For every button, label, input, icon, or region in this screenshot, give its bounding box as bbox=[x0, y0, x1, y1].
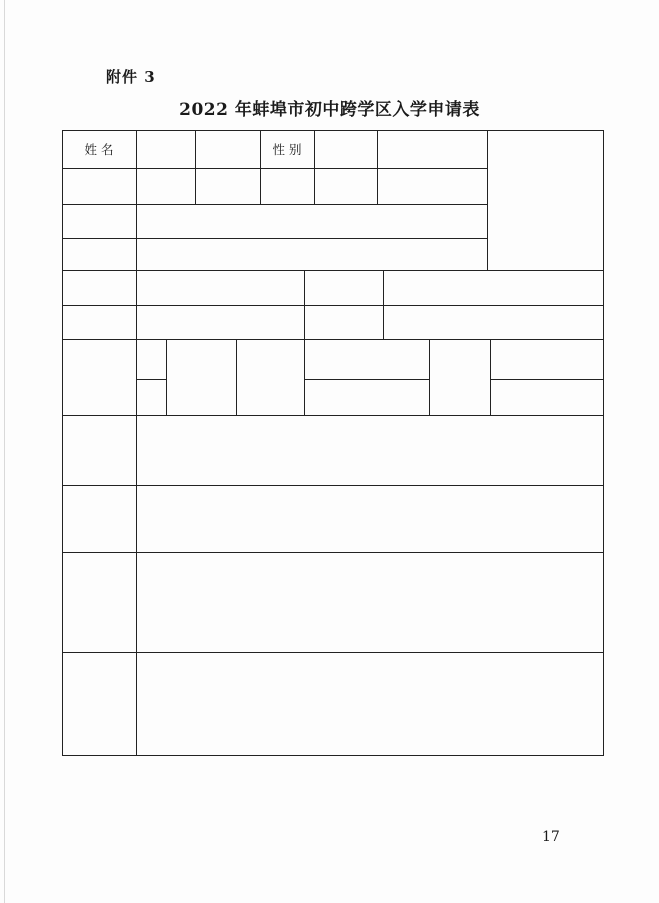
label-name: 姓 名 bbox=[84, 141, 114, 157]
rule bbox=[304, 339, 305, 415]
page-edge bbox=[4, 0, 5, 903]
rule bbox=[62, 755, 604, 756]
rule bbox=[136, 379, 166, 380]
rule bbox=[62, 270, 604, 271]
rule bbox=[62, 305, 604, 306]
rule bbox=[377, 130, 378, 204]
rule bbox=[166, 339, 167, 415]
rule bbox=[62, 204, 487, 205]
rule bbox=[304, 379, 429, 380]
rule bbox=[62, 415, 604, 416]
rule bbox=[62, 168, 487, 169]
rule bbox=[62, 130, 63, 756]
rule bbox=[62, 238, 487, 239]
attachment-label: 附件 3 bbox=[106, 68, 156, 86]
rule bbox=[62, 339, 604, 340]
form-title: 2022 年蚌埠市初中跨学区入学申请表 bbox=[179, 100, 480, 120]
rule bbox=[62, 485, 604, 486]
rule bbox=[62, 652, 604, 653]
rule bbox=[62, 552, 604, 553]
application-form bbox=[62, 130, 604, 756]
rule bbox=[429, 339, 430, 415]
rule bbox=[490, 379, 604, 380]
rule bbox=[236, 339, 237, 415]
rule bbox=[490, 339, 491, 415]
label-gender: 性 别 bbox=[272, 141, 302, 157]
rule bbox=[136, 130, 137, 756]
page-number: 17 bbox=[542, 829, 560, 845]
rule bbox=[383, 270, 384, 339]
name-field[interactable] bbox=[196, 131, 259, 167]
label-birth-spacer bbox=[314, 130, 377, 168]
rule bbox=[304, 270, 305, 339]
rule bbox=[603, 130, 604, 756]
rule bbox=[487, 130, 488, 270]
